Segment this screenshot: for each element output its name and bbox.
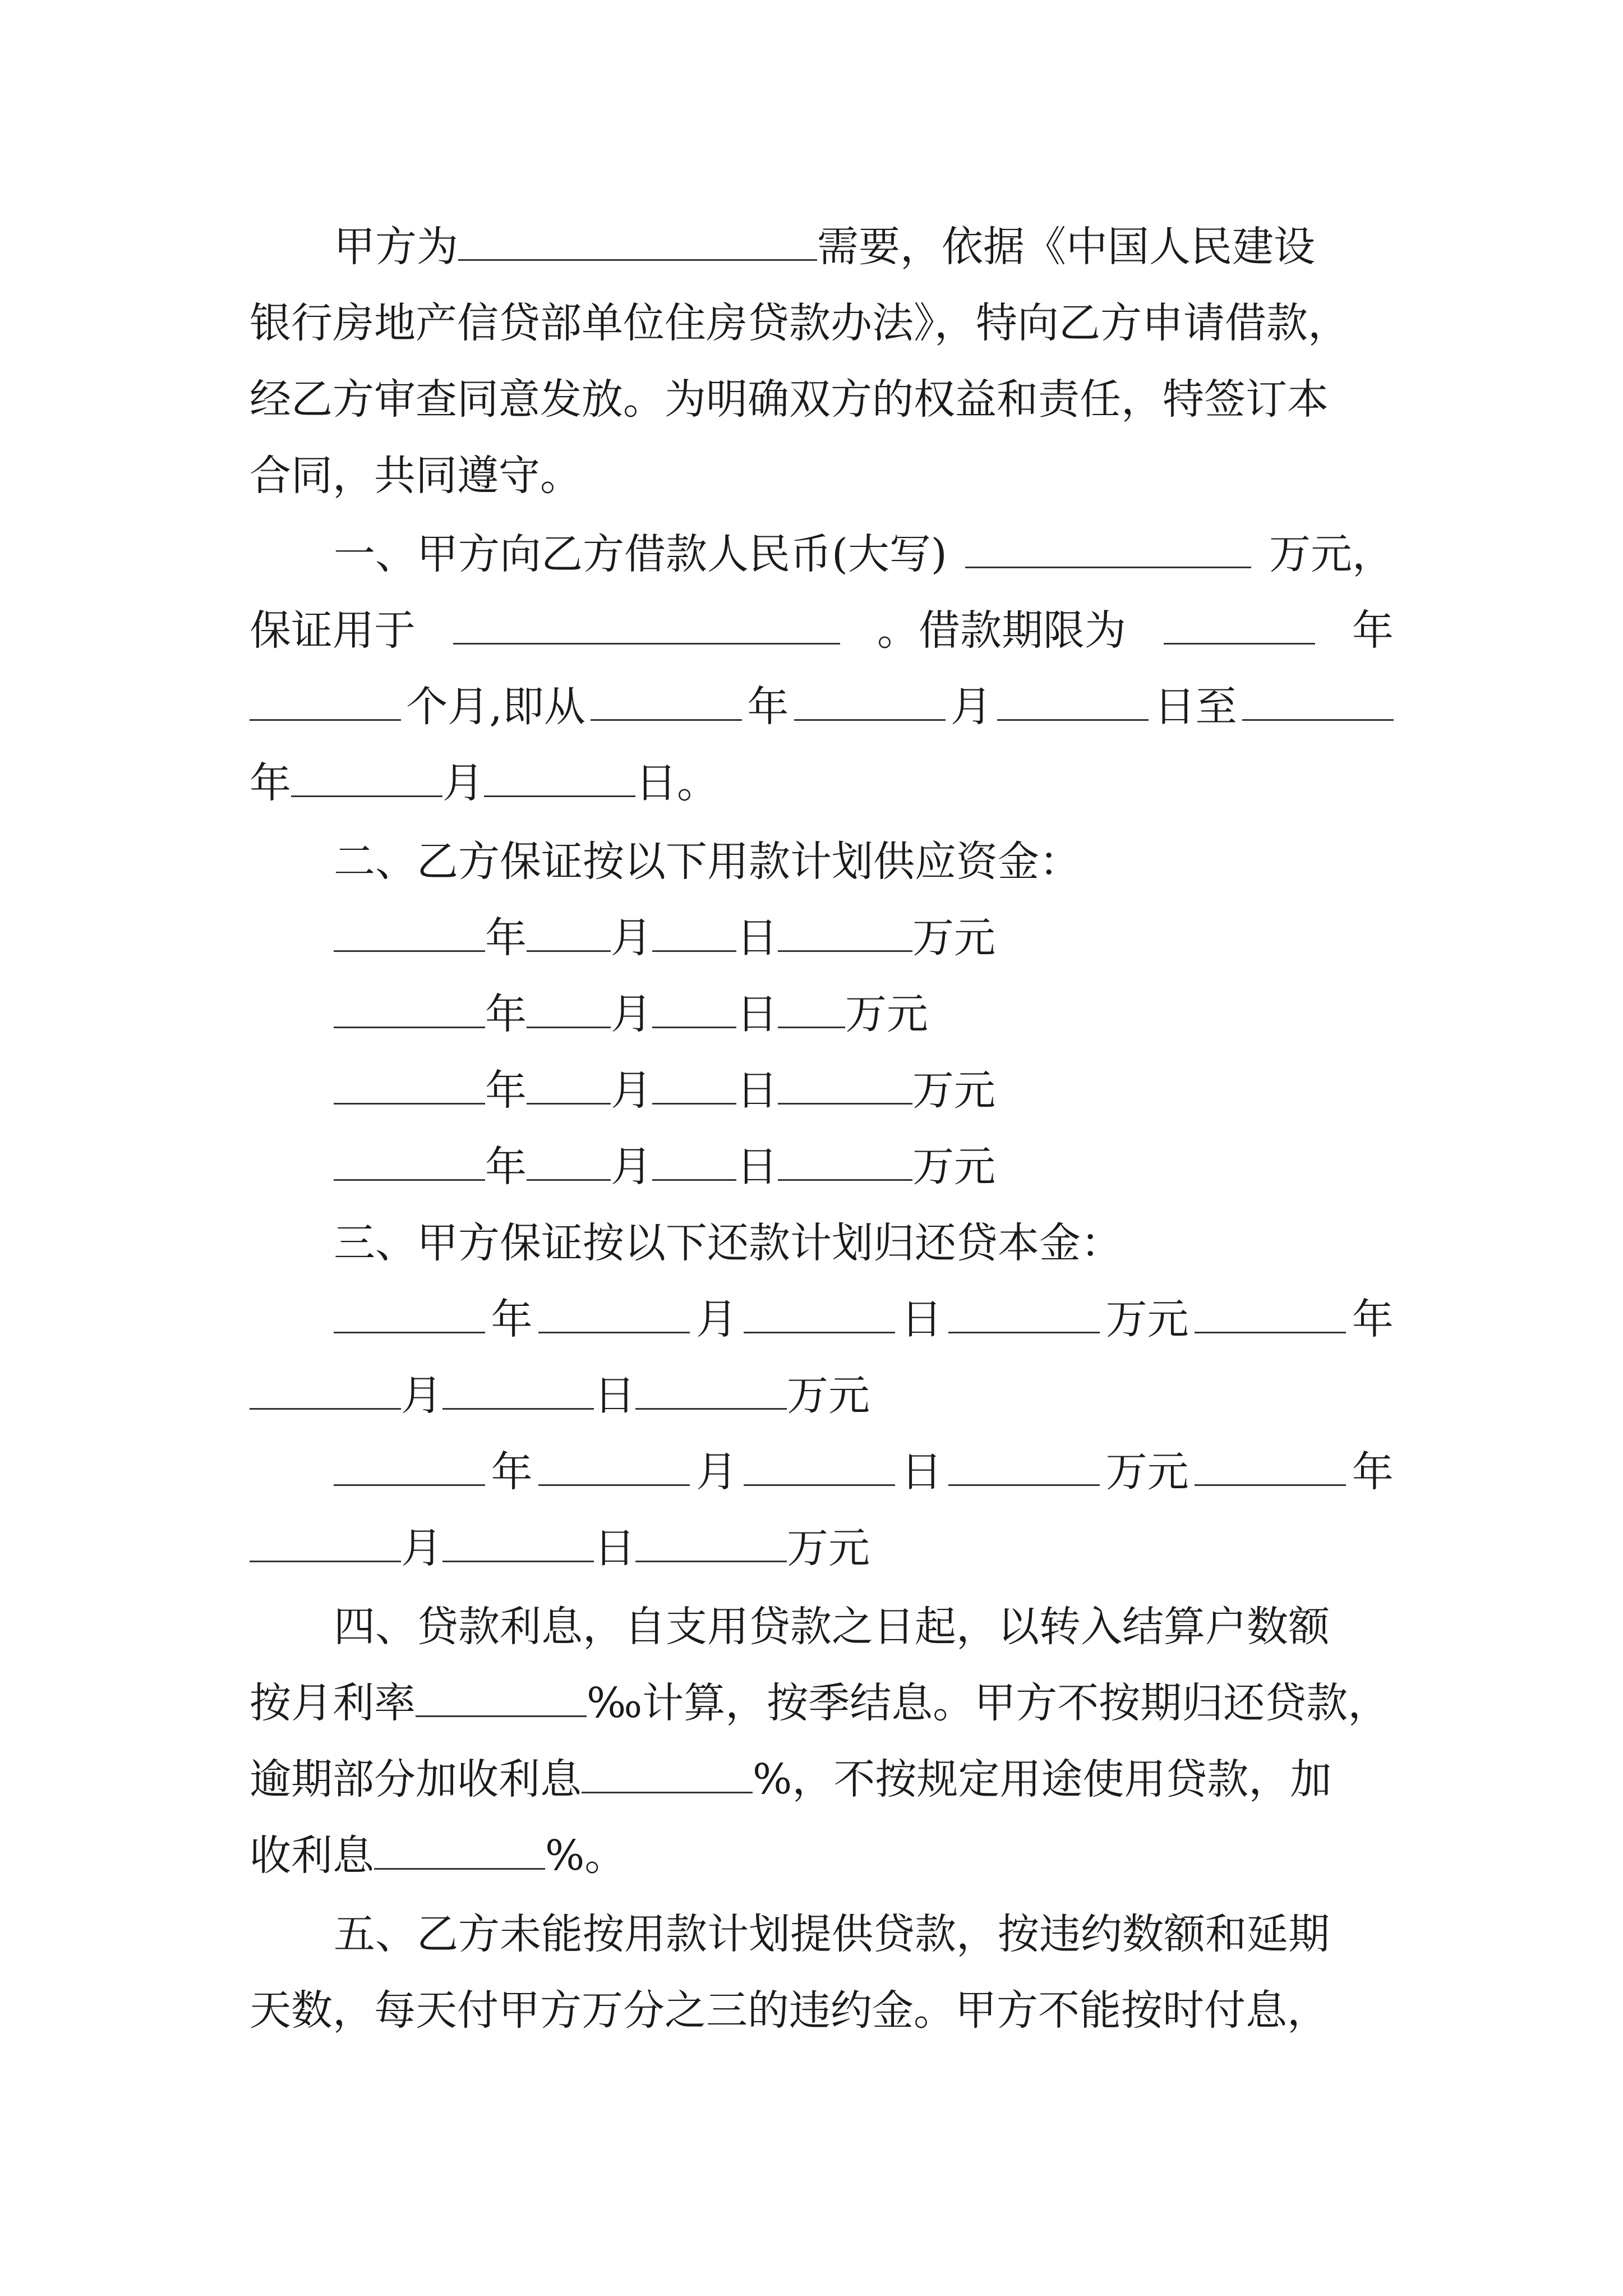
repay-row-a: [250, 1281, 1394, 1358]
section-5-line-2: [250, 1972, 1394, 2049]
section-4-text: 逾期部分加收利息: [250, 1755, 582, 1803]
unit-label: 年: [485, 1143, 527, 1191]
section-4-text: %。: [545, 1832, 626, 1880]
section-4-text: ‰计算，按季结息。甲方不按期归还贷款，: [587, 1679, 1390, 1727]
unit-label: 月: [611, 1066, 652, 1115]
unit-label: 日: [736, 1066, 778, 1115]
loan-use-blank: [453, 609, 840, 645]
repay-day-blank: [744, 1451, 895, 1486]
section-1-text: 年: [1352, 606, 1394, 655]
unit-label: 月: [611, 990, 652, 1038]
supply-month-blank: [527, 1145, 611, 1181]
supply-row: [250, 900, 1394, 976]
section-5-line-1: [250, 1896, 1394, 1972]
supply-day-blank: [652, 1069, 736, 1105]
repay-amount-blank: [948, 1298, 1100, 1333]
unit-label: 年: [485, 1066, 527, 1115]
end-day-blank: [484, 762, 635, 797]
unit-label: 年: [491, 1448, 533, 1496]
supply-amount-blank: [778, 917, 912, 952]
supply-row: [250, 1052, 1394, 1129]
preamble-text: 需要，依据《中国人民建设: [817, 223, 1315, 271]
unit-label: 万元: [1105, 1448, 1189, 1496]
section-1-text: 月: [951, 683, 993, 731]
unit-label: 年: [485, 990, 527, 1038]
unit-label: 万元: [845, 990, 928, 1038]
section-1-line-2: [250, 592, 1394, 669]
supply-month-blank: [527, 917, 611, 952]
repay-day-blank: [442, 1374, 594, 1410]
section-4-line-3: [250, 1741, 1394, 1818]
section-5-text: 天数，每天付甲方万分之三的违约金。甲方不能按时付息，: [250, 1986, 1329, 2035]
section-1-text: 日至: [1154, 683, 1237, 731]
section-1-text: 。借款期限为: [877, 606, 1126, 655]
unit-label: 万元: [1105, 1295, 1189, 1343]
unit-label: 月: [401, 1372, 442, 1420]
section-3-heading: [250, 1205, 1394, 1281]
end-year-blank: [1242, 685, 1394, 721]
unit-label: 日: [736, 990, 778, 1038]
preamble-text: 甲方为: [334, 223, 458, 271]
repay-month-blank: [538, 1298, 690, 1333]
unit-label: 日: [736, 914, 778, 962]
section-1-text: 个月,即从: [406, 683, 585, 731]
supply-amount-blank: [778, 993, 845, 1028]
section-1-text: 年: [747, 683, 789, 731]
preamble-line-3: [250, 361, 1394, 438]
supply-day-blank: [652, 1145, 736, 1181]
supply-row: [250, 1129, 1394, 1205]
unit-label: 日: [901, 1448, 943, 1496]
preamble-line-2: [250, 285, 1394, 361]
unit-label: 日: [594, 1524, 635, 1572]
section-1-text: 一、甲方向乙方借款人民币(大写): [334, 530, 947, 578]
section-1-line-4: [250, 745, 1394, 821]
unit-label: 月: [401, 1524, 442, 1572]
unit-label: 万元: [787, 1372, 870, 1420]
preamble-line-1: [250, 209, 1394, 285]
repay-row-b: [250, 1510, 1394, 1586]
supply-day-blank: [652, 993, 736, 1028]
supply-year-blank: [334, 1145, 485, 1181]
section-4-text: %，不按规定用途使用贷款，加: [753, 1755, 1332, 1803]
supply-year-blank: [334, 993, 485, 1028]
unit-label: 月: [695, 1448, 737, 1496]
repay-month-blank: [250, 1527, 401, 1562]
preamble-text: 经乙方审查同意发放。为明确双方的权益和责任，特签订本: [250, 375, 1329, 424]
repay-month-blank: [250, 1374, 401, 1410]
section-4-text: 收利息: [250, 1832, 374, 1880]
section-2-title: 二、乙方保证按以下用款计划供应资金：: [334, 838, 1081, 886]
preamble-text: 银行房地产信贷部单位住房贷款办法》，特向乙方申请借款，: [250, 299, 1349, 347]
repay-year-blank: [1195, 1451, 1346, 1486]
unit-label: 日: [901, 1295, 943, 1343]
section-4-text: 四、贷款利息，自支用贷款之日起，以转入结算户数额: [334, 1603, 1330, 1651]
unit-label: 万元: [912, 1143, 995, 1191]
overdue-rate-blank: [582, 1758, 753, 1793]
repay-month-blank: [538, 1451, 690, 1486]
contract-page: [250, 209, 1394, 2049]
term-months-blank: [250, 685, 401, 721]
section-4-text: 按月利率: [250, 1679, 416, 1727]
start-month-blank: [794, 685, 946, 721]
section-1-text: 年: [250, 759, 291, 807]
misuse-rate-blank: [374, 1834, 545, 1870]
start-year-blank: [591, 685, 742, 721]
term-years-blank: [1164, 609, 1315, 645]
unit-label: 日: [594, 1372, 635, 1420]
section-4-line-2: [250, 1665, 1394, 1741]
preamble-line-4: [250, 438, 1394, 514]
unit-label: 万元: [912, 1066, 995, 1115]
supply-amount-blank: [778, 1145, 912, 1181]
start-day-blank: [997, 685, 1149, 721]
unit-label: 年: [1352, 1295, 1394, 1343]
section-4-line-4: [250, 1818, 1394, 1894]
supply-year-blank: [334, 917, 485, 952]
supply-amount-blank: [778, 1069, 912, 1105]
repay-year-blank: [334, 1298, 485, 1333]
unit-label: 日: [736, 1143, 778, 1191]
repay-amount-blank: [635, 1374, 787, 1410]
section-5-text: 五、乙方未能按用款计划提供贷款，按违约数额和延期: [334, 1910, 1330, 1958]
loan-amount-blank: [965, 533, 1251, 568]
supply-row: [250, 976, 1394, 1052]
section-4-line-1: [250, 1589, 1394, 1665]
section-3-title: 三、甲方保证按以下还款计划归还贷本金：: [334, 1219, 1122, 1267]
supply-month-blank: [527, 993, 611, 1028]
purpose-blank: [458, 226, 817, 261]
repay-day-blank: [744, 1298, 895, 1333]
unit-label: 万元: [912, 914, 995, 962]
repay-row-b: [250, 1358, 1394, 1434]
repay-amount-blank: [948, 1451, 1100, 1486]
unit-label: 年: [485, 914, 527, 962]
repay-row-a: [250, 1434, 1394, 1510]
unit-label: 年: [491, 1295, 533, 1343]
section-1-line-1: [250, 516, 1394, 592]
preamble-text: 合同，共同遵守。: [250, 452, 582, 500]
repay-year-blank: [1195, 1298, 1346, 1333]
end-month-blank: [291, 762, 442, 797]
section-2-heading: [250, 823, 1394, 900]
supply-year-blank: [334, 1069, 485, 1105]
unit-label: 月: [695, 1295, 737, 1343]
section-1-text: 日。: [635, 759, 718, 807]
section-1-text: 月: [442, 759, 484, 807]
unit-label: 月: [611, 914, 652, 962]
supply-day-blank: [652, 917, 736, 952]
unit-label: 万元: [787, 1524, 870, 1572]
repay-day-blank: [442, 1527, 594, 1562]
repay-year-blank: [334, 1451, 485, 1486]
unit-label: 年: [1352, 1448, 1394, 1496]
section-1-text: 保证用于: [250, 606, 416, 655]
unit-label: 月: [611, 1143, 652, 1191]
section-1-line-3: [250, 669, 1394, 745]
repay-amount-blank: [635, 1527, 787, 1562]
monthly-rate-blank: [416, 1682, 587, 1717]
section-1-text: 万元，: [1269, 530, 1394, 578]
supply-month-blank: [527, 1069, 611, 1105]
